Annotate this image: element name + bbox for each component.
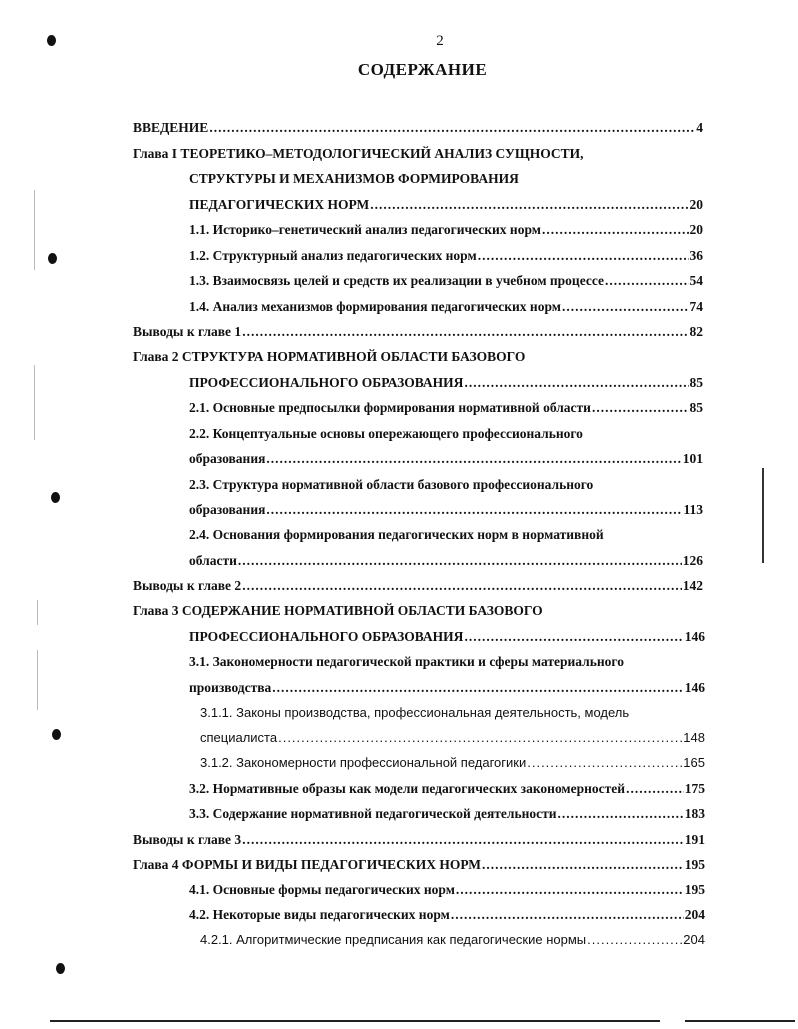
toc-entry: 1.3. Взаимосвязь целей и средств их реализации в учебном процессе ..... 54 bbox=[189, 270, 703, 292]
toc-entry: области ..... 126 bbox=[189, 550, 703, 572]
toc-entry: Выводы к главе 2 ..... 142 bbox=[133, 575, 703, 597]
toc-entry: Глава 4 ФОРМЫ И ВИДЫ ПЕДАГОГИЧЕСКИХ НОРМ ..... 195 bbox=[133, 854, 705, 876]
scan-edge-mark bbox=[34, 190, 35, 270]
scan-edge-mark bbox=[37, 600, 38, 625]
toc-entry: производства ..... 146 bbox=[189, 677, 705, 699]
toc-entry: образования ..... 113 bbox=[189, 499, 703, 521]
toc-entry: 3.2. Нормативные образы как модели педагогических закономерностей ..... 175 bbox=[189, 778, 705, 800]
toc-entry: 4.1. Основные формы педагогических норм ..... 195 bbox=[189, 879, 705, 901]
toc-entry: 2.2. Концептуальные основы опережающего профессионального bbox=[189, 426, 583, 441]
punch-hole-mark bbox=[47, 35, 56, 46]
punch-hole-mark bbox=[48, 253, 57, 264]
toc-entry: Глава 3 СОДЕРЖАНИЕ НОРМАТИВНОЙ ОБЛАСТИ БАЗОВОГО bbox=[133, 603, 543, 618]
page-number: 2 bbox=[436, 33, 444, 49]
toc-entry: 3.1.1. Законы производства, профессиональная деятельность, модель bbox=[200, 705, 630, 720]
toc-entry: 1.2. Структурный анализ педагогических норм ..... 36 bbox=[189, 245, 703, 267]
toc-entry: ВВЕДЕНИЕ ..... 4 bbox=[133, 117, 703, 139]
toc-entry: ПРОФЕССИОНАЛЬНОГО ОБРАЗОВАНИЯ ..... 85 bbox=[189, 372, 703, 394]
toc-entry: 1.1. Историко–генетический анализ педагогических норм ..... 20 bbox=[189, 219, 703, 241]
toc-entry: 4.2. Некоторые виды педагогических норм ..... 204 bbox=[189, 904, 705, 926]
toc-entry: 4.2.1. Алгоритмические предписания как педагогические нормы ..... 204 bbox=[200, 929, 705, 951]
scan-edge-mark bbox=[34, 365, 35, 440]
toc-entry: 3.1.2. Закономерности профессиональной педагогики ..... 165 bbox=[200, 752, 705, 774]
bottom-rule bbox=[50, 1020, 660, 1022]
toc-entry: 3.1. Закономерности педагогической практики и сферы материального bbox=[189, 654, 624, 669]
toc-entry: Глава I ТЕОРЕТИКО–МЕТОДОЛОГИЧЕСКИЙ АНАЛИЗ СУЩНОСТИ, bbox=[133, 146, 584, 161]
scan-edge-mark bbox=[762, 468, 764, 563]
toc-entry: 3.3. Содержание нормативной педагогической деятельности ..... 183 bbox=[189, 803, 705, 825]
toc-entry: образования ..... 101 bbox=[189, 448, 703, 470]
toc-entry: ПЕДАГОГИЧЕСКИХ НОРМ ..... 20 bbox=[189, 194, 703, 216]
bottom-rule bbox=[685, 1020, 795, 1022]
toc-entry: 1.4. Анализ механизмов формирования педагогических норм ..... 74 bbox=[189, 296, 703, 318]
toc-entry: 2.4. Основания формирования педагогических норм в нормативной bbox=[189, 527, 604, 542]
toc-entry: Выводы к главе 1 ..... 82 bbox=[133, 321, 703, 343]
toc-entry: СТРУКТУРЫ И МЕХАНИЗМОВ ФОРМИРОВАНИЯ bbox=[189, 171, 519, 186]
toc-entry: 2.1. Основные предпосылки формирования нормативной области ..... 85 bbox=[189, 397, 703, 419]
toc-entry: 2.3. Структура нормативной области базового профессионального bbox=[189, 477, 594, 492]
toc-entry: ПРОФЕССИОНАЛЬНОГО ОБРАЗОВАНИЯ ..... 146 bbox=[189, 626, 705, 648]
toc-entry: Глава 2 СТРУКТУРА НОРМАТИВНОЙ ОБЛАСТИ БАЗОВОГО bbox=[133, 349, 526, 364]
scan-edge-mark bbox=[37, 650, 38, 710]
punch-hole-mark bbox=[56, 963, 65, 974]
toc-entry: специалиста ..... 148 bbox=[200, 727, 705, 749]
punch-hole-mark bbox=[51, 492, 60, 503]
page-title: СОДЕРЖАНИЕ bbox=[357, 60, 488, 79]
toc-entry: Выводы к главе 3 ..... 191 bbox=[133, 829, 705, 851]
punch-hole-mark bbox=[52, 729, 61, 740]
